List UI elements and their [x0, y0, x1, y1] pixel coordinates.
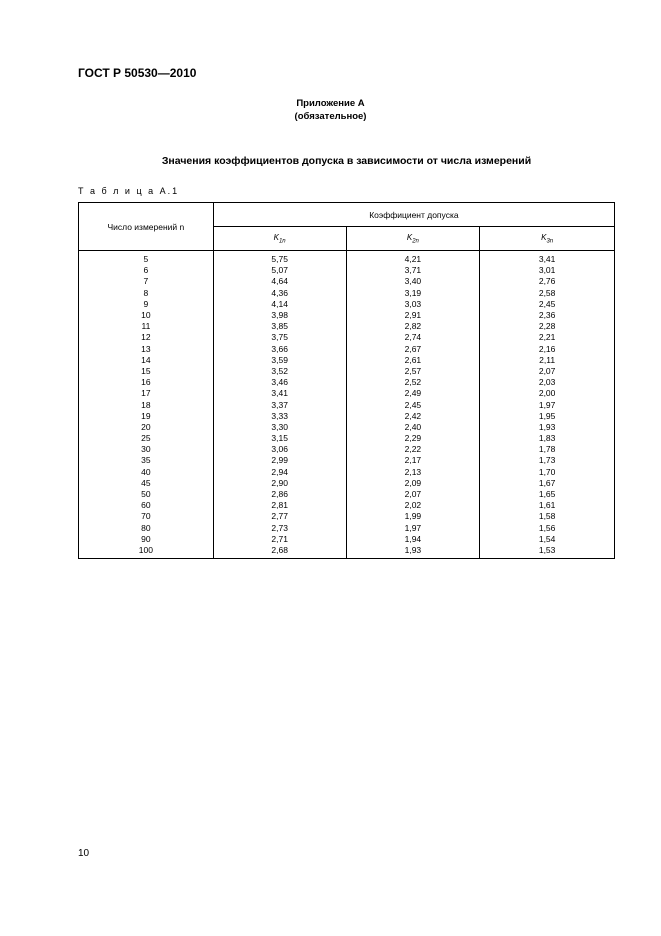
- cell-n: 11: [79, 321, 214, 332]
- appendix-title: Приложение А: [296, 98, 365, 109]
- cell-k3: 2,00: [480, 388, 615, 399]
- cell-k3: 1,54: [480, 534, 615, 545]
- cell-k3: 2,11: [480, 355, 615, 366]
- cell-n: 50: [79, 489, 214, 500]
- cell-k1: 2,73: [213, 523, 346, 534]
- cell-k2: 1,97: [346, 523, 480, 534]
- cell-k1: 5,75: [213, 251, 346, 266]
- table-row: [79, 411, 615, 422]
- cell-k3: 1,83: [480, 433, 615, 444]
- cell-k1: 3,59: [213, 355, 346, 366]
- cell-k1: 2,94: [213, 467, 346, 478]
- cell-n: 60: [79, 500, 214, 511]
- cell-n: 16: [79, 377, 214, 388]
- cell-k2: 2,02: [346, 500, 480, 511]
- table-row: [79, 455, 615, 466]
- cell-k1: 2,86: [213, 489, 346, 500]
- cell-k3: 1,93: [480, 422, 615, 433]
- cell-k2: 2,61: [346, 355, 480, 366]
- cell-k1: 4,64: [213, 276, 346, 287]
- table-row: [79, 288, 615, 299]
- appendix-subtitle: (обязательное): [294, 111, 367, 122]
- cell-k3: 3,01: [480, 265, 615, 276]
- cell-n: 90: [79, 534, 214, 545]
- cell-k2: 2,40: [346, 422, 480, 433]
- table-row: [79, 299, 615, 310]
- table-row: [79, 534, 615, 545]
- cell-k3: 1,67: [480, 478, 615, 489]
- table-row: [79, 545, 615, 559]
- cell-n: 19: [79, 411, 214, 422]
- cell-k1: 3,46: [213, 377, 346, 388]
- table-row: [79, 332, 615, 343]
- table-row: [79, 388, 615, 399]
- table-row: [79, 444, 615, 455]
- cell-k2: 2,42: [346, 411, 480, 422]
- cell-k3: 2,36: [480, 310, 615, 321]
- cell-n: 35: [79, 455, 214, 466]
- page-number: 10: [78, 848, 90, 859]
- cell-k3: 1,97: [480, 399, 615, 410]
- cell-k3: 1,53: [480, 545, 615, 559]
- table-row: [79, 377, 615, 388]
- cell-k3: 2,45: [480, 299, 615, 310]
- table-row: [79, 433, 615, 444]
- table-row: [79, 399, 615, 410]
- cell-k1: 3,15: [213, 433, 346, 444]
- cell-k2: 2,49: [346, 388, 480, 399]
- cell-k3: 1,61: [480, 500, 615, 511]
- cell-k2: 1,99: [346, 511, 480, 522]
- table-row: [79, 321, 615, 332]
- cell-k3: 2,03: [480, 377, 615, 388]
- cell-n: 10: [79, 310, 214, 321]
- cell-k2: 1,94: [346, 534, 480, 545]
- cell-k2: 2,07: [346, 489, 480, 500]
- cell-k2: 2,67: [346, 344, 480, 355]
- cell-k2: 2,17: [346, 455, 480, 466]
- column-header-k3: $K_{3n}$: [480, 227, 615, 251]
- appendix-heading: [0, 97, 661, 123]
- cell-n: 6: [79, 265, 214, 276]
- column-header-k1: $K_{1n}$: [213, 227, 346, 251]
- cell-n: 7: [79, 276, 214, 287]
- cell-n: 30: [79, 444, 214, 455]
- table-row: [79, 310, 615, 321]
- table-row: [79, 511, 615, 522]
- table-row: [79, 523, 615, 534]
- table-row: [79, 478, 615, 489]
- cell-k3: 2,76: [480, 276, 615, 287]
- cell-n: 45: [79, 478, 214, 489]
- cell-n: 14: [79, 355, 214, 366]
- cell-k1: 3,98: [213, 310, 346, 321]
- section-title: Значения коэффициентов допуска в зависимости от числа измерений: [161, 155, 532, 167]
- cell-k1: 3,30: [213, 422, 346, 433]
- cell-n: 5: [79, 251, 214, 266]
- cell-k3: 1,70: [480, 467, 615, 478]
- cell-n: 15: [79, 366, 214, 377]
- tolerance-coefficients-table: [78, 202, 615, 559]
- cell-k3: 2,58: [480, 288, 615, 299]
- cell-k3: 1,65: [480, 489, 615, 500]
- cell-k1: 3,37: [213, 399, 346, 410]
- cell-k3: 2,07: [480, 366, 615, 377]
- cell-k2: 2,52: [346, 377, 480, 388]
- cell-k3: 1,78: [480, 444, 615, 455]
- cell-k3: 1,56: [480, 523, 615, 534]
- table-row: [79, 251, 615, 266]
- cell-k2: 3,40: [346, 276, 480, 287]
- cell-k2: 2,82: [346, 321, 480, 332]
- cell-k1: 3,66: [213, 344, 346, 355]
- table-row: [79, 422, 615, 433]
- table-label: Т а б л и ц а А.1: [78, 186, 180, 196]
- column-header-k2: $K_{2n}$: [346, 227, 480, 251]
- cell-n: 17: [79, 388, 214, 399]
- cell-k2: 2,29: [346, 433, 480, 444]
- cell-k2: 2,22: [346, 444, 480, 455]
- table-row: [79, 276, 615, 287]
- cell-k1: 3,75: [213, 332, 346, 343]
- table-row: [79, 467, 615, 478]
- cell-k1: 2,68: [213, 545, 346, 559]
- column-header-n: Число измерений n: [79, 203, 214, 251]
- cell-k1: 3,33: [213, 411, 346, 422]
- cell-k2: 4,21: [346, 251, 480, 266]
- cell-k3: 3,41: [480, 251, 615, 266]
- cell-k1: 3,52: [213, 366, 346, 377]
- table-row: [79, 489, 615, 500]
- cell-n: 70: [79, 511, 214, 522]
- cell-k1: 4,36: [213, 288, 346, 299]
- group-header: Коэффициент допуска: [213, 203, 614, 227]
- cell-k3: 1,58: [480, 511, 615, 522]
- cell-n: 25: [79, 433, 214, 444]
- cell-k3: 2,16: [480, 344, 615, 355]
- cell-n: 13: [79, 344, 214, 355]
- cell-k2: 2,09: [346, 478, 480, 489]
- table-row: [79, 355, 615, 366]
- cell-n: 9: [79, 299, 214, 310]
- table-row: [79, 366, 615, 377]
- table-row: [79, 344, 615, 355]
- cell-n: 100: [79, 545, 214, 559]
- table-row: [79, 265, 615, 276]
- document-code: ГОСТ Р 50530—2010: [78, 66, 197, 80]
- cell-k2: 1,93: [346, 545, 480, 559]
- cell-k2: 3,19: [346, 288, 480, 299]
- cell-k2: 2,45: [346, 399, 480, 410]
- cell-k2: 2,91: [346, 310, 480, 321]
- cell-k3: 2,28: [480, 321, 615, 332]
- cell-k2: 2,57: [346, 366, 480, 377]
- cell-k2: 3,03: [346, 299, 480, 310]
- cell-n: 12: [79, 332, 214, 343]
- cell-k1: 2,81: [213, 500, 346, 511]
- cell-k1: 3,41: [213, 388, 346, 399]
- table-row: [79, 500, 615, 511]
- cell-k1: 5,07: [213, 265, 346, 276]
- cell-n: 80: [79, 523, 214, 534]
- cell-k1: 2,77: [213, 511, 346, 522]
- cell-k2: 2,13: [346, 467, 480, 478]
- cell-n: 8: [79, 288, 214, 299]
- cell-k1: 2,99: [213, 455, 346, 466]
- cell-k1: 2,90: [213, 478, 346, 489]
- cell-n: 40: [79, 467, 214, 478]
- cell-k1: 4,14: [213, 299, 346, 310]
- cell-k2: 2,74: [346, 332, 480, 343]
- cell-k1: 2,71: [213, 534, 346, 545]
- cell-k3: 2,21: [480, 332, 615, 343]
- cell-k1: 3,85: [213, 321, 346, 332]
- cell-k2: 3,71: [346, 265, 480, 276]
- cell-n: 20: [79, 422, 214, 433]
- cell-k1: 3,06: [213, 444, 346, 455]
- cell-n: 18: [79, 399, 214, 410]
- cell-k3: 1,95: [480, 411, 615, 422]
- cell-k3: 1,73: [480, 455, 615, 466]
